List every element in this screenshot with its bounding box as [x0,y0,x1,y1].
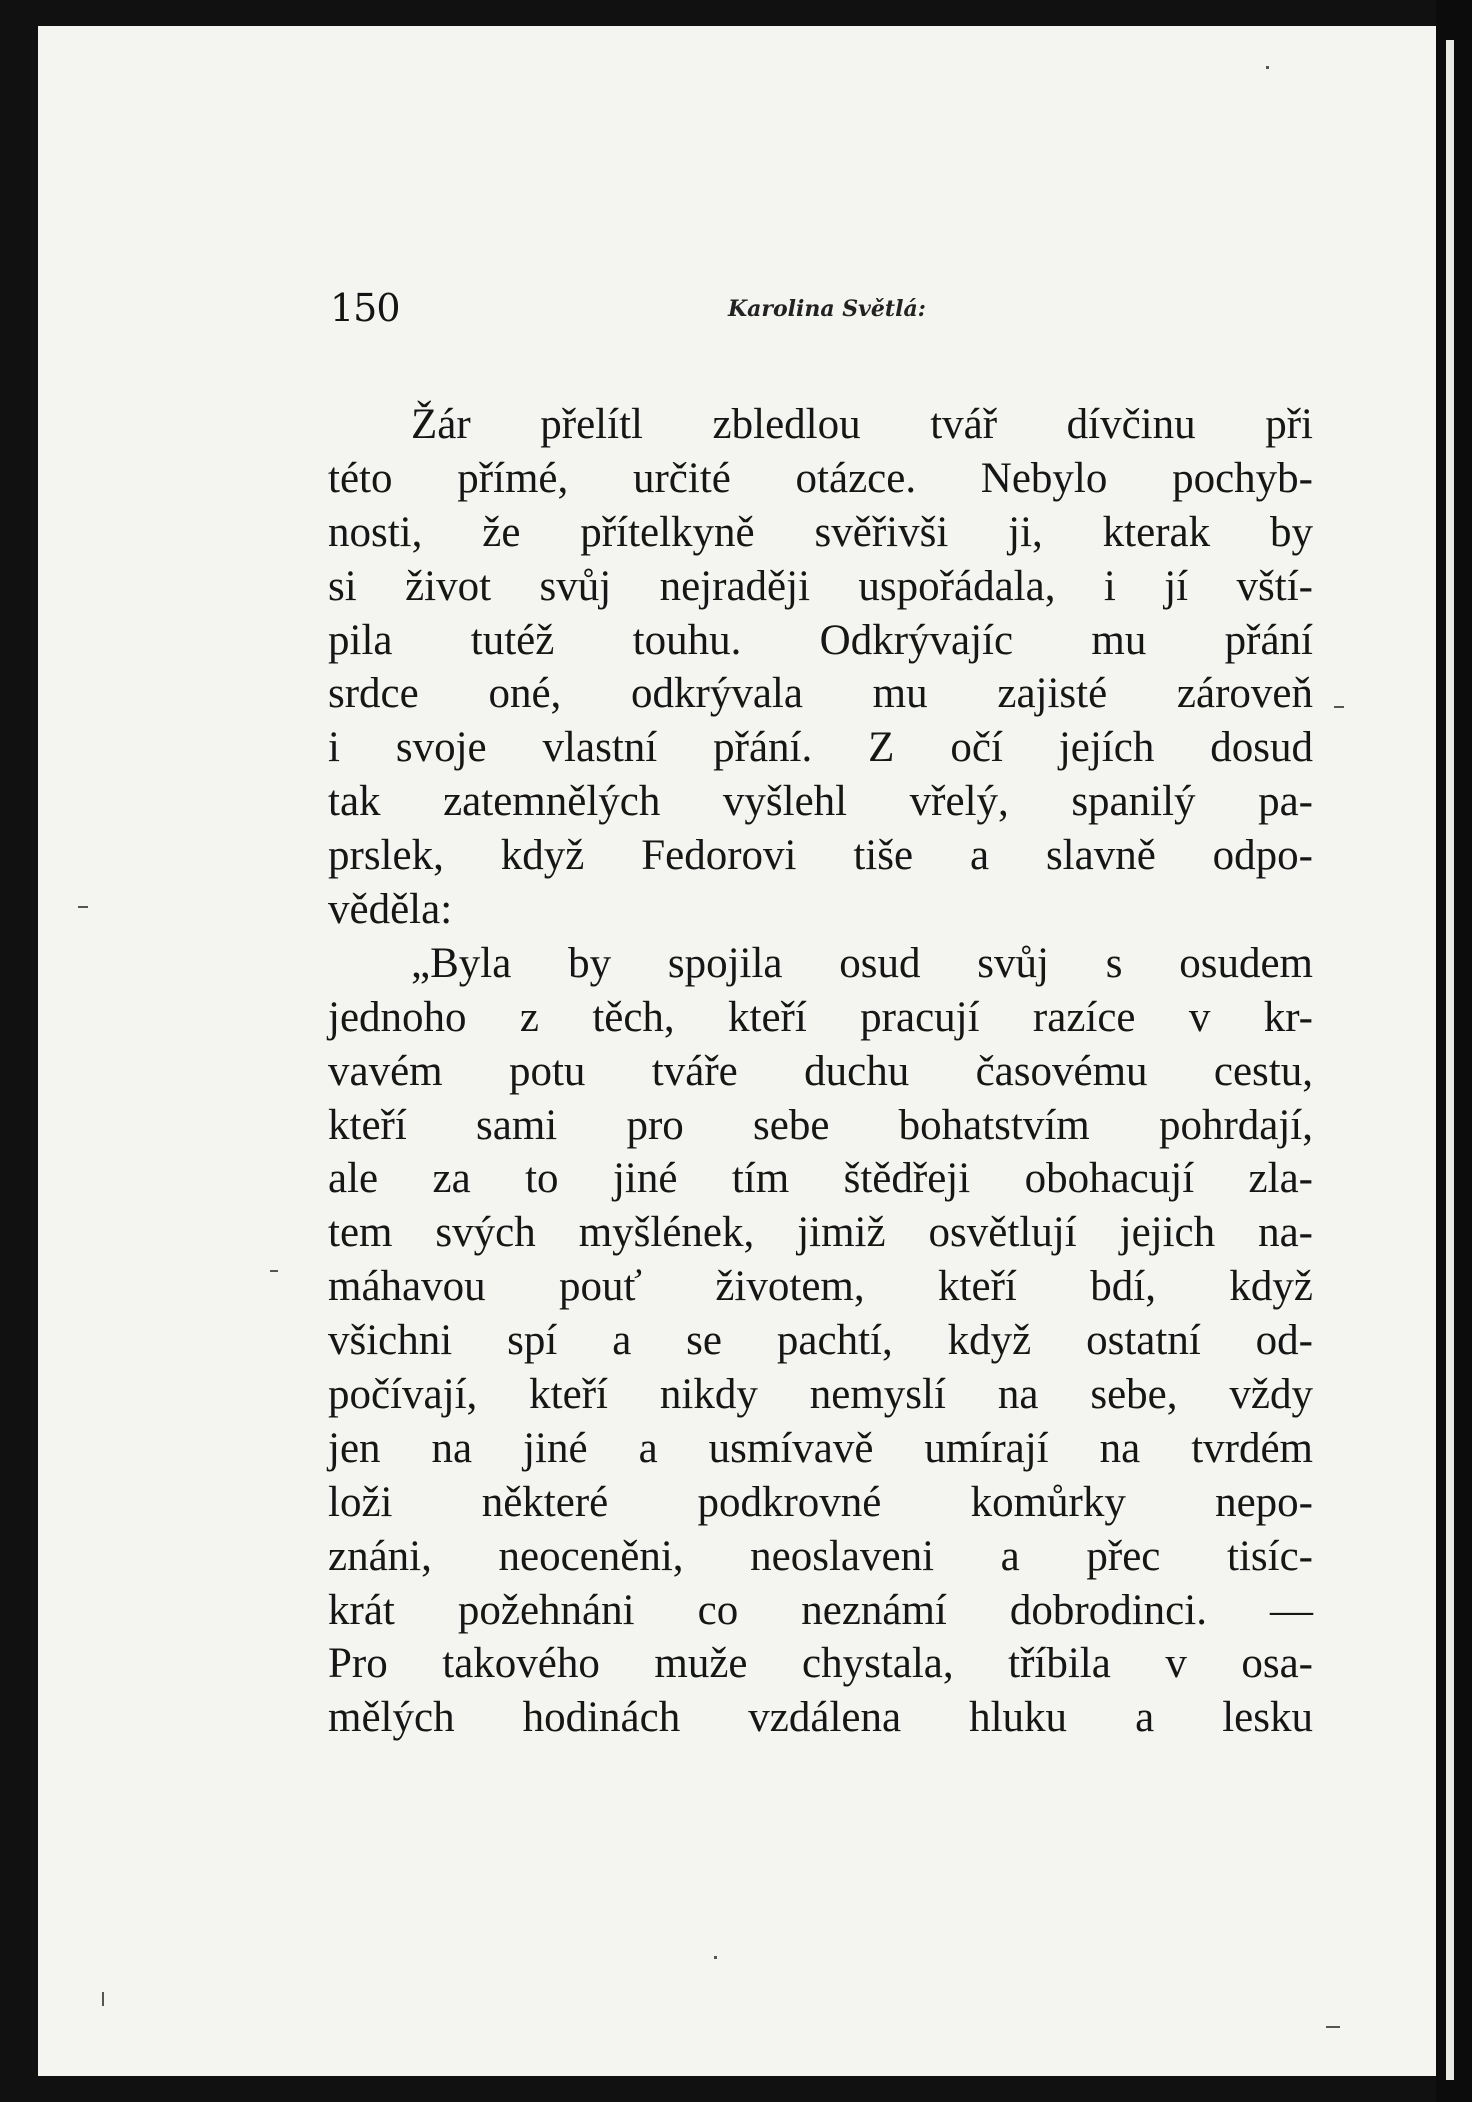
text-line: vavém potu tváře duchu časovému cestu, [328,1047,1313,1095]
scan-speck [714,1956,717,1959]
scan-speck [1326,2026,1340,2028]
scan-speck [1334,706,1344,708]
text-line: věděla: [328,886,453,934]
page-header [38,286,1436,346]
text-line: počívají, kteří nikdy nemyslí na sebe, vždy [328,1371,1313,1419]
scan-speck [270,1270,278,1272]
text-line: „Byla by spojila osud svůj s osudem [411,939,1313,987]
text-line: jen na jiné a usmívavě umírají na tvrdém [328,1424,1313,1472]
text-line: ale za to jiné tím štědřeji obohacují zla- [328,1155,1313,1203]
text-line: tem svých myšlének, jimiž osvětlují jejich na- [328,1209,1313,1257]
scan-speck [78,906,88,908]
text-line: všichni spí a se pachtí, když ostatní od- [328,1317,1313,1365]
text-line: mělých hodinách vzdálena hluku a lesku [328,1694,1313,1742]
text-line: máhavou pouť životem, kteří bdí, když [328,1263,1313,1311]
text-line: znáni, neoceněni, neoslaveni a přec tisíc- [328,1532,1313,1580]
text-line: prslek, když Fedorovi tiše a slavně odpo- [328,832,1313,880]
scan-speck [102,1992,104,2006]
page-number: 150 [330,286,400,330]
next-page-edge [1446,40,1454,2080]
running-head: Karolina Světlá: [728,296,926,322]
binding-edge [1436,0,1472,2102]
text-line: si život svůj nejraději uspořádala, i jí vští- [328,562,1313,610]
text-line: loži některé podkrovné komůrky nepo- [328,1478,1313,1526]
text-line: tak zatemnělých vyšlehl vřelý, spanilý pa- [328,778,1313,826]
text-line: Pro takového muže chystala, tříbila v osa- [328,1640,1313,1688]
body-text [328,398,1313,1745]
text-line: jednoho z těch, kteří pracují razíce v kr- [328,993,1313,1041]
text-line: krát požehnáni co neznámí dobrodinci. — [328,1586,1313,1634]
text-line: kteří sami pro sebe bohatstvím pohrdají, [328,1101,1313,1149]
text-line: nosti, že přítelkyně svěřivši ji, kterak by [328,508,1313,556]
scan-speck [1266,66,1269,69]
text-line: srdce oné, odkrývala mu zajisté zároveň [328,670,1313,718]
text-line: Žár přelítl zbledlou tvář dívčinu při [411,401,1313,448]
text-line: i svoje vlastní přání. Z očí jejích dosud [328,724,1313,772]
text-line: této přímé, určité otázce. Nebylo pochyb- [328,454,1313,502]
text-line: pila tutéž touhu. Odkrývajíc mu přání [328,616,1313,664]
book-page [38,26,1436,2076]
